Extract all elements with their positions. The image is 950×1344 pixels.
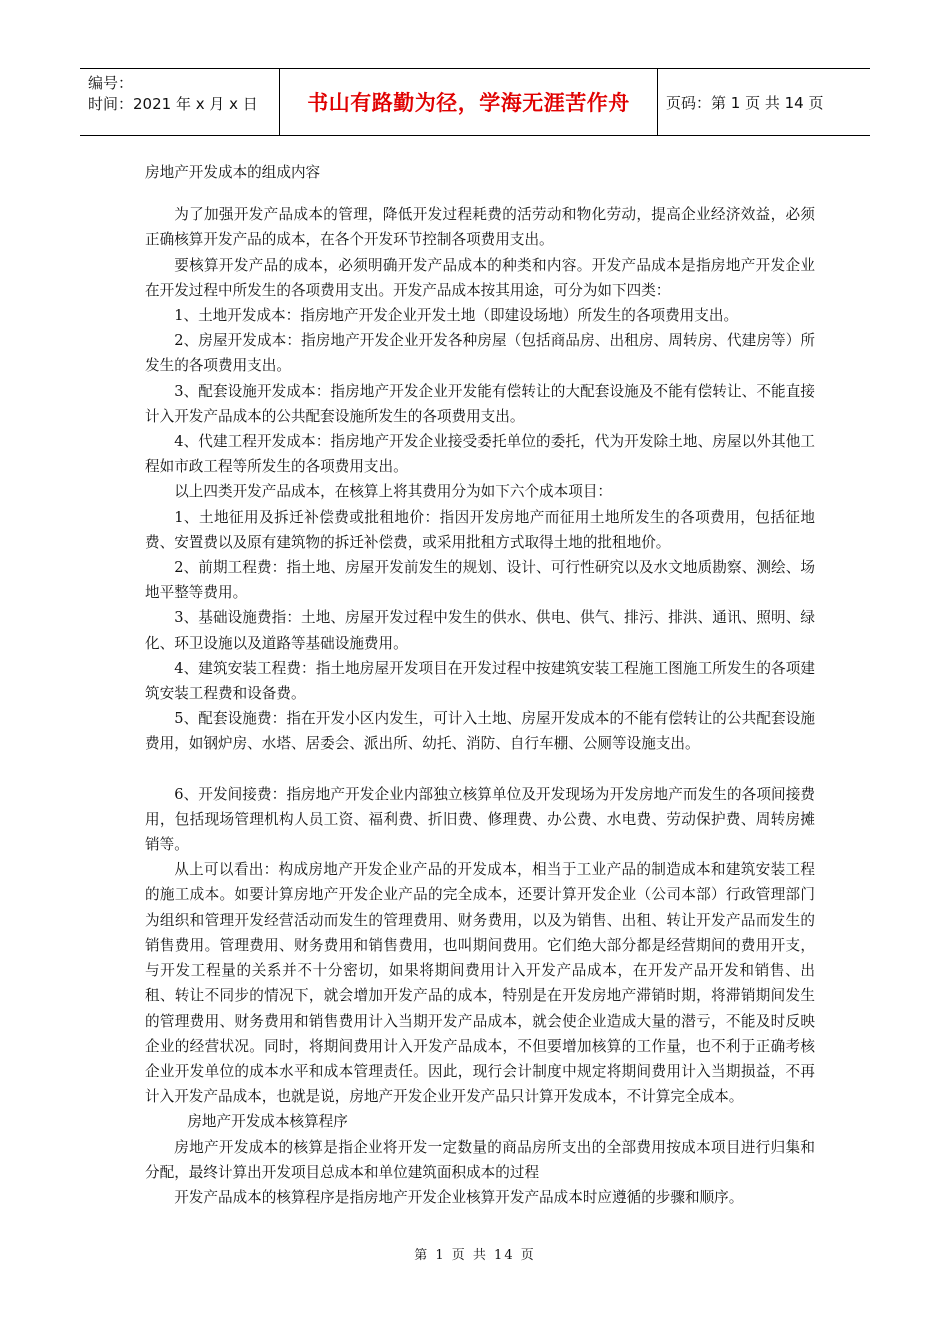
section-heading: 房地产开发成本核算程序	[187, 1113, 348, 1131]
paragraph: 房地产开发成本的核算是指企业将开发一定数量的商品房所支出的全部费用按成本项目进行归集和分配，最终计算出开发项目总成本和单位建筑面积成本的过程	[145, 1138, 815, 1181]
paragraph: 要核算开发产品的成本，必须明确开发产品成本的种类和内容。开发产品成本是指房地产开发企业在开发过程中所发生的各项费用支出。开发产品成本按其用途，可分为如下四类：	[145, 256, 815, 299]
header-meta	[80, 69, 280, 135]
page-footer: 第 1 页 共 14 页	[414, 1248, 536, 1263]
paragraph: 4、代建工程开发成本：指房地产开发企业接受委托单位的委托，代为开发除土地、房屋以外其他工程如市政工程等所发生的各项费用支出。	[145, 433, 815, 476]
page-header	[80, 68, 870, 136]
paragraph: 开发产品成本的核算程序是指房地产开发企业核算开发产品成本时应遵循的步骤和顺序。	[174, 1188, 744, 1206]
paragraph: 1、土地征用及拆迁补偿费或批租地价：指因开发房地产而征用土地所发生的各项费用，包括征地费、安置费以及原有建筑物的拆迁补偿费，或采用批租方式取得土地的批租地价。	[145, 508, 815, 551]
paragraph: 1、土地开发成本：指房地产开发企业开发土地（即建设场地）所发生的各项费用支出。	[174, 307, 739, 325]
paragraph: 以上四类开发产品成本，在核算上将其费用分为如下六个成本项目：	[174, 483, 613, 501]
paragraph: 3、配套设施开发成本：指房地产开发企业开发能有偿转让的大配套设施及不能有偿转让、不能直接计入开发产品成本的公共配套设施所发生的各项费用支出。	[145, 382, 815, 425]
document-body	[145, 160, 815, 1210]
header-page-info: 页码：第 1 页 共 14 页	[666, 93, 824, 112]
paragraph: 2、前期工程费：指土地、房屋开发前发生的规划、设计、可行性研究以及水文地质勘察、测绘、场地平整等费用。	[145, 559, 815, 602]
header-motto: 书山有路勤为径，学海无涯苦作舟	[280, 69, 658, 135]
paragraph: 3、基础设施费指：土地、房屋开发过程中发生的供水、供电、供气、排污、排洪、通讯、照明、绿化、环卫设施以及道路等基础设施费用。	[145, 609, 815, 652]
document-number-label: 编号：	[88, 74, 134, 92]
paragraph: 4、建筑安装工程费：指土地房屋开发项目在开发过程中按建筑安装工程施工图施工所发生的各项建筑安装工程费和设备费。	[145, 659, 815, 703]
document-title: 房地产开发成本的组成内容	[145, 164, 321, 181]
document-date: 时间：2021 年 x 月 x 日	[88, 95, 258, 113]
paragraph: 5、配套设施费：指在开发小区内发生，可计入土地、房屋开发成本的不能有偿转让的公共配套设施费用，如钢炉房、水塔、居委会、派出所、幼托、消防、自行车棚、公厕等设施支出。	[145, 710, 815, 753]
paragraph: 2、房屋开发成本：指房地产开发企业开发各种房屋（包括商品房、出租房、周转房、代建房等）所发生的各项费用支出。	[145, 332, 815, 375]
paragraph: 6、开发间接费：指房地产开发企业内部独立核算单位及开发现场为开发房地产而发生的各项间接费用，包括现场管理机构人员工资、福利费、折旧费、修理费、办公费、水电费、劳动保护费、周转房摊销等。	[145, 785, 815, 854]
paragraph: 从上可以看出：构成房地产开发企业产品的开发成本，相当于工业产品的制造成本和建筑安装工程的施工成本。如要计算房地产开发企业产品的完全成本，还要计算开发企业（公司本部）行政管理部门为组织和管理开发经营活动而发生的管理费用、财务费用，以及为销售、出租、转让开发产品而发生的销售费用。管理费用、财务费用和销售费用，也叫期间费用。它们绝大部分都是经营期间的费用开支，与开发工程量的关系并不十分密切，如果将期间费用计入开发产品成本，在开发产品开发和销售、出租、转让不同步的情况下，就会增加开发产品的成本，特别是在开发房地产滞销时期，将滞销期间发生的管理费用、财务费用和销售费用计入当期开发产品成本，就会使企业造成大量的潜亏，不能及时反映企业的经营状况。同时，将期间费用计入开发产品成本，不但要增加核算的工作量，也不利于正确考核企业开发单位的成本水平和成本管理责任。因此，现行会计制度中规定将期间费用计入当期损益，不再计入开发产品成本，也就是说，房地产开发企业开发产品只计算开发成本，不计算完全成本。	[145, 861, 815, 1106]
paragraph: 为了加强开发产品成本的管理，降低开发过程耗费的活劳动和物化劳动，提高企业经济效益，必须正确核算开发产品的成本，在各个开发环节控制各项费用支出。	[145, 206, 815, 249]
